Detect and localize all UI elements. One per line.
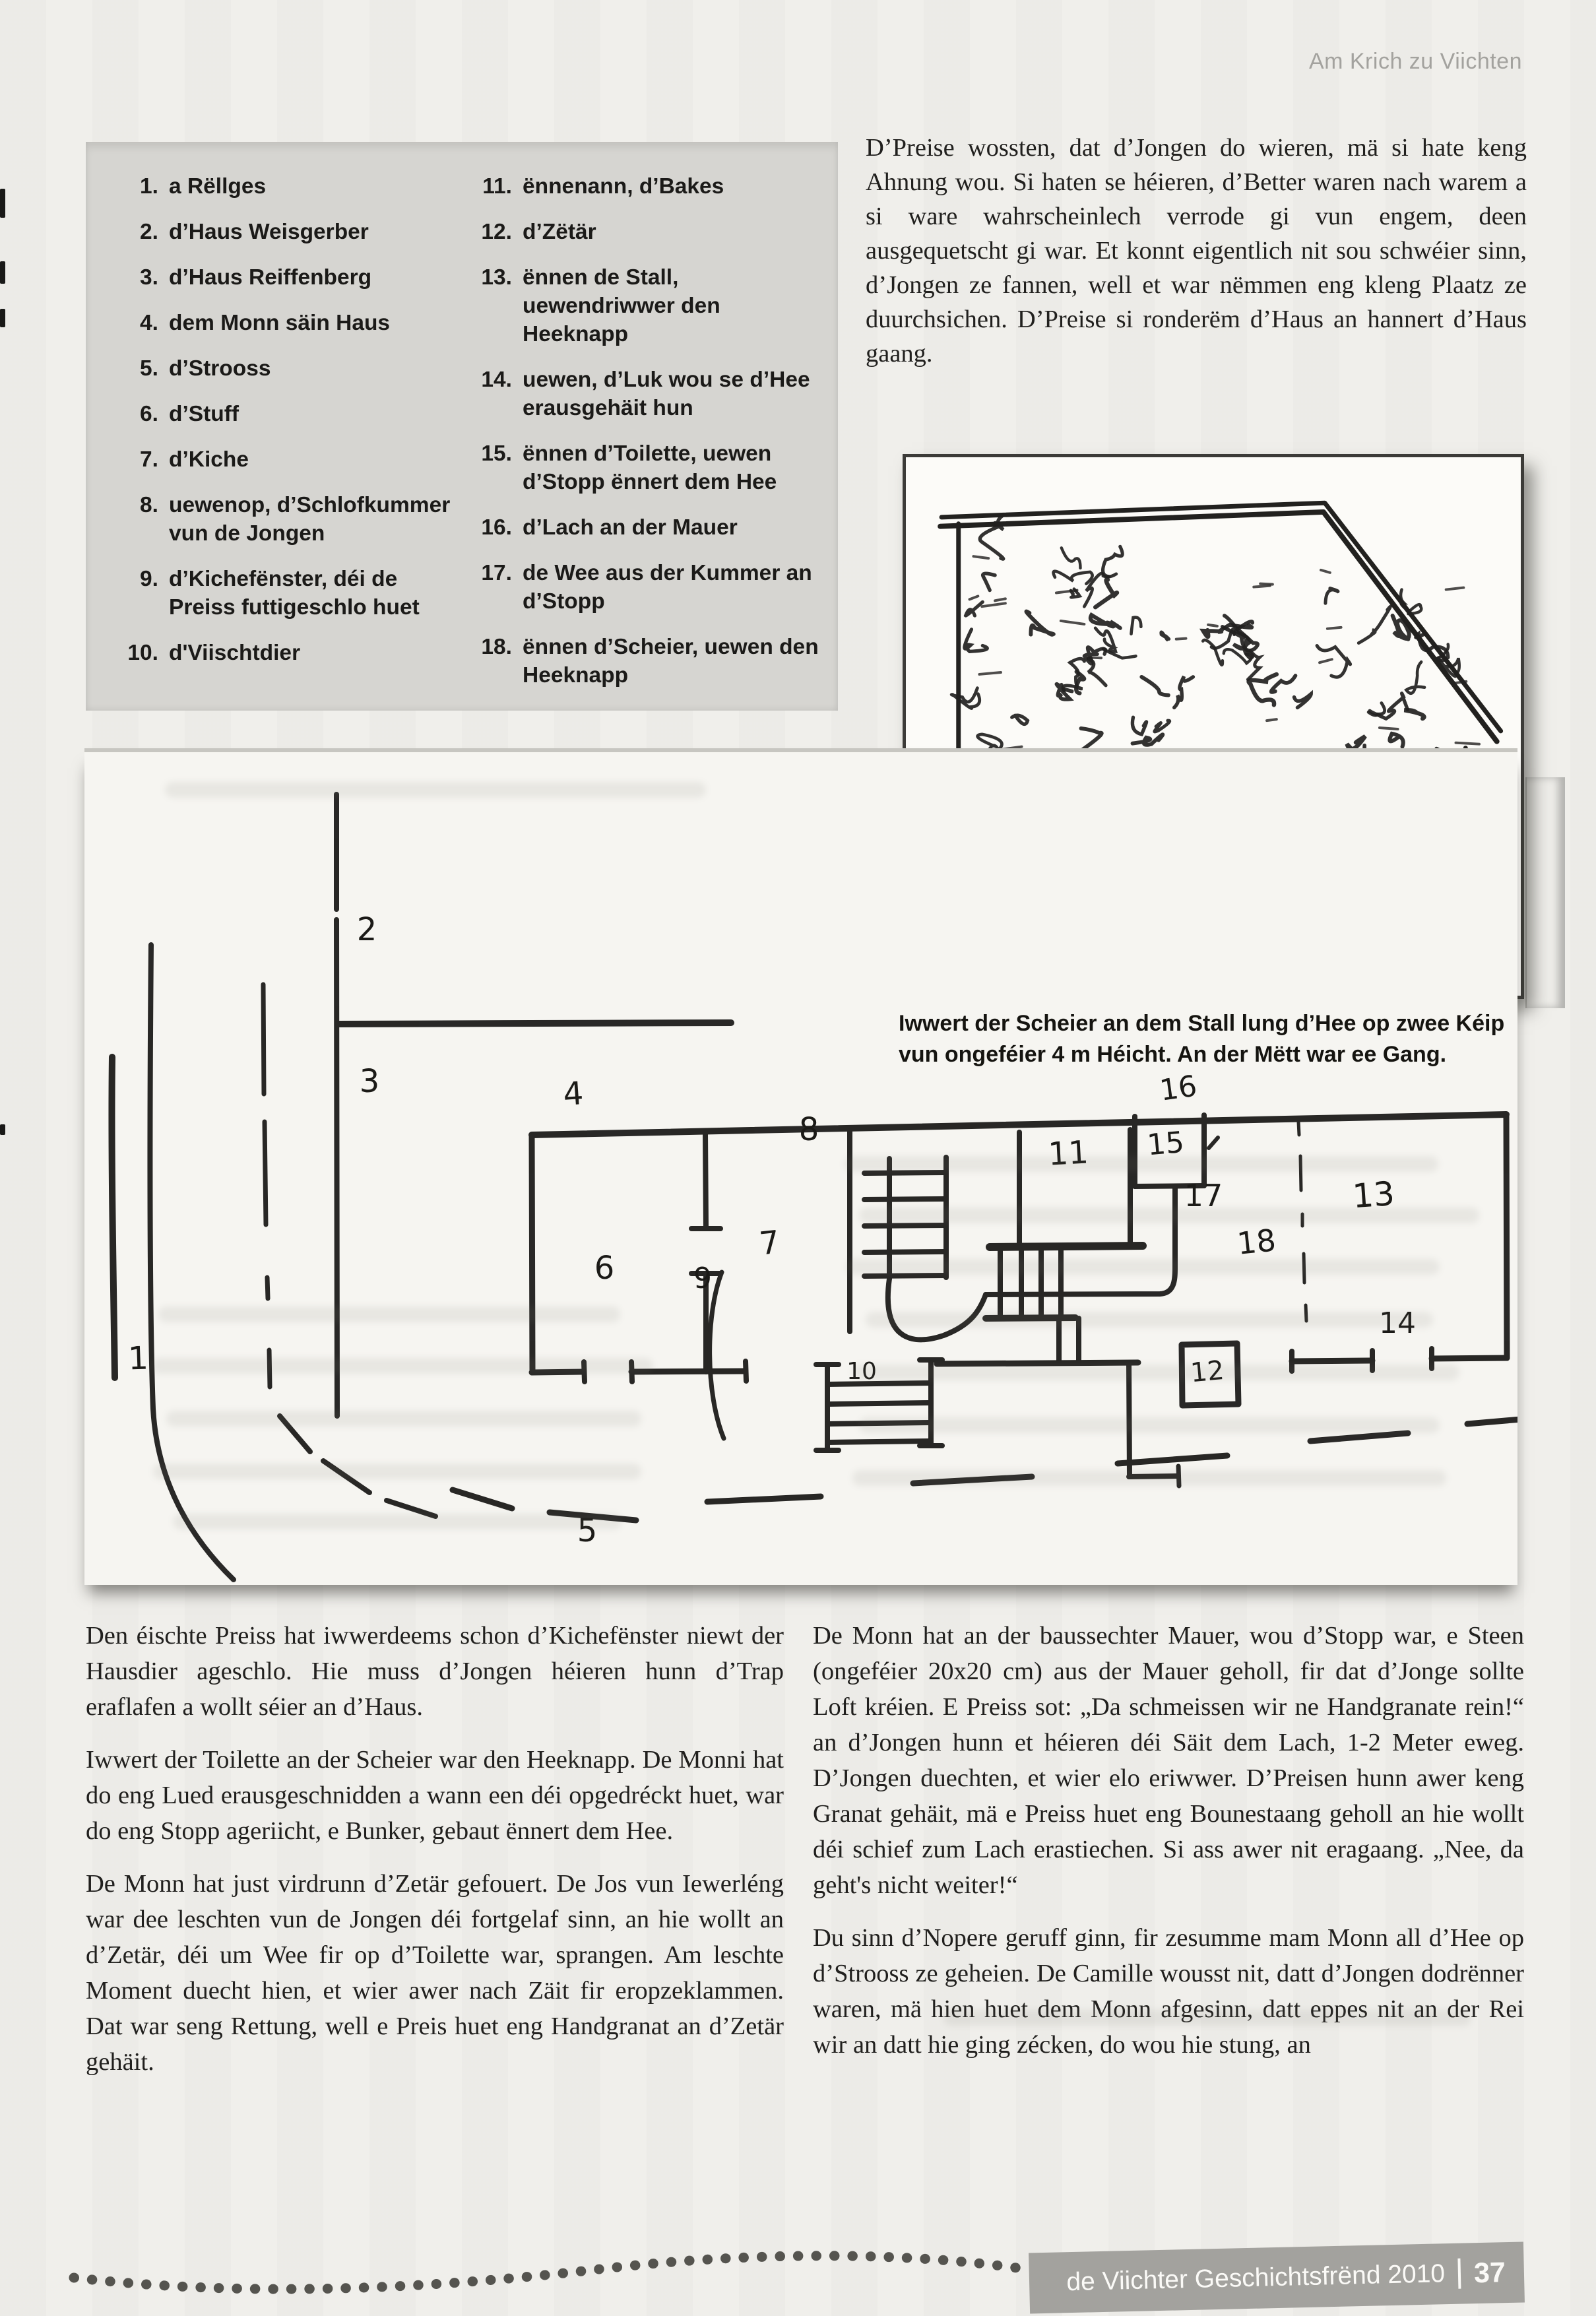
bleed-through-streak <box>173 1514 622 1529</box>
wall-segment <box>937 1363 1138 1364</box>
plan-label-15: 15 <box>1145 1125 1186 1163</box>
legend-item-number: 14. <box>481 368 512 392</box>
legend-item <box>119 639 464 667</box>
hay-stroke <box>1325 589 1338 604</box>
legend-item-number: 8. <box>140 493 158 517</box>
barn-roof-line <box>940 512 1497 742</box>
plan-label-17: 17 <box>1184 1178 1223 1213</box>
legend-item-label: ënnenann, d’Bakes <box>523 174 724 199</box>
road-dash-3 <box>265 1122 266 1225</box>
legend-item-label: d'Viischtdier <box>169 641 301 665</box>
legend-item <box>119 445 464 474</box>
hay-stroke <box>1404 710 1424 719</box>
bleed-through-streak <box>859 1207 1479 1223</box>
legend-item-label: ënnen d’Toilette, uewen d’Stopp ënnert dem Hee <box>523 441 777 494</box>
scan-artifact <box>0 189 5 218</box>
dotted-line <box>74 2256 1021 2289</box>
path-line-2 <box>339 1023 731 1024</box>
interior-wall <box>705 1132 706 1229</box>
legend-item-label: ënnen d’Scheier, uewen den Heeknapp <box>523 635 819 688</box>
legend-column-1 <box>119 172 464 684</box>
hay-stroke <box>1358 606 1390 643</box>
hay-stroke <box>951 688 980 709</box>
hay-stroke <box>1380 728 1398 729</box>
plan-label-2: 2 <box>356 911 377 948</box>
hay-stroke <box>995 598 1005 600</box>
legend-item-label: d’Zëtär <box>523 220 596 244</box>
legend-item-number: 2. <box>140 220 158 244</box>
legend-item <box>119 565 464 622</box>
footer-publication: de Viichter Geschichtsfrënd 2010 <box>1066 2259 1446 2297</box>
bleed-through-streak <box>166 1411 641 1427</box>
legend-item-number: 11. <box>482 174 512 199</box>
hay-stroke <box>1401 590 1421 614</box>
plan-label-12: 12 <box>1189 1355 1226 1389</box>
legend-item-number: 13. <box>481 265 512 290</box>
scan-artifact <box>0 309 5 327</box>
hay-stroke <box>1095 579 1117 607</box>
plan-label-14: 14 <box>1379 1306 1416 1340</box>
corridor-curve <box>888 1279 986 1339</box>
body-paragraph: De Monn hat just virdrunn d’Zetär gefouert. De Jos vun Iewerléng war dee leschten vun de Jongen déi fortgelaf sinn, an hie wollt an d’Zetär, déi um Wee fir op d’Toilette war, sprangen. Am leschte Moment duecht hien, et wier awer nach Zäit fir eropzeklammen. Dat war seng Rettung, well e Preis huet eng Handgranat an d’Zetär gehäit. <box>86 1870 784 2076</box>
loft-steps <box>1000 1247 1061 1318</box>
bleed-through-streak <box>165 782 706 798</box>
legend-item <box>472 218 829 246</box>
plan-label-18: 18 <box>1235 1222 1278 1262</box>
hay-stroke <box>1012 715 1028 724</box>
hay-stroke <box>1132 618 1141 634</box>
hay-stroke <box>1406 662 1424 693</box>
text-column-left <box>86 1618 784 2097</box>
hay-stroke <box>1088 657 1101 658</box>
bleed-through-streak <box>943 2010 1471 2026</box>
legend-item-number: 1. <box>140 174 158 199</box>
hay-stroke <box>965 629 987 652</box>
body-paragraph: Iwwert der Toilette an der Scheier war den Heeknapp. De Monni hat do eng Lued erausgeschnidden a wann een déi opgedréckt huet, war do eng Stopp ageriicht, e Bunker, gebaut ënnert dem Hee. <box>86 1746 784 1845</box>
hay-stroke <box>1132 717 1146 734</box>
legend-item-number: 5. <box>140 356 158 381</box>
footer-page-number: 37 <box>1473 2256 1506 2289</box>
legend-item <box>119 218 464 246</box>
plan-label-13: 13 <box>1351 1174 1396 1216</box>
legend-item-label: d’Kichefënster, déi de Preiss futtigeschlo huet <box>169 567 420 620</box>
barn-roof-line <box>942 503 1501 731</box>
plan-label-4: 4 <box>561 1075 585 1114</box>
hay-stroke <box>1026 612 1053 635</box>
legend-item-number: 10. <box>127 641 158 665</box>
hay-stroke <box>1254 586 1270 587</box>
legend-item-label: ënnen de Stall, uewendriwwer den Heeknapp <box>523 265 720 346</box>
legend-item-label: d’Haus Weisgerber <box>169 220 369 244</box>
plan-label-16: 16 <box>1157 1069 1199 1108</box>
hay-stroke <box>1003 747 1022 750</box>
corridor-17-path <box>986 1188 1175 1295</box>
plan-label-5: 5 <box>577 1512 598 1549</box>
hay-stroke <box>966 602 983 616</box>
hay-stroke <box>1321 570 1330 573</box>
legend-item-label: uewen, d’Luk wou se d’Hee erausgehäit hun <box>523 368 810 420</box>
hole-16-tick <box>1209 1138 1218 1148</box>
plan-legend-panel <box>86 142 838 711</box>
hay-stroke <box>979 672 1001 674</box>
legend-item-number: 3. <box>140 265 158 290</box>
legend-item <box>472 172 829 201</box>
hay-stroke <box>1294 694 1311 708</box>
intro-paragraph: D’Preise wossten, dat d’Jongen do wieren, mä si hate keng Ahnung wou. Si haten se héieren, d’Better waren nach warem a si ware wahrscheinlech verrode gi vun engem, deen ausgequetscht gi war. Et konnt eigentlich nit sou schwéier sinn, d’Jongen ze fannen, well et war nëmmen eng kleng Plaatz ze duurchsichen. D’Preise si ronderëm d’Haus an hannert d’Haus gaang. <box>866 134 1527 368</box>
hay-stroke <box>1389 734 1403 747</box>
legend-item <box>119 400 464 428</box>
wall-segment <box>1432 1358 1507 1359</box>
legend-column-2 <box>472 172 829 707</box>
plan-label-10: 10 <box>846 1358 877 1385</box>
hay-stroke <box>1271 676 1296 692</box>
legend-item-number: 6. <box>140 402 158 426</box>
page-header: Am Krich zu Viichten <box>1308 49 1522 74</box>
hay-stroke <box>1370 693 1407 719</box>
hay-stroke <box>1161 632 1169 640</box>
scan-artifact <box>0 261 5 284</box>
legend-item-number: 9. <box>140 567 158 591</box>
legend-item <box>472 366 829 422</box>
house-right-wall <box>1506 1114 1507 1358</box>
plan-label-9: 9 <box>693 1262 712 1295</box>
hay-stroke <box>1208 625 1217 626</box>
bleed-through-streak <box>852 1365 1459 1380</box>
bleed-through-streak <box>152 1358 653 1374</box>
legend-item-label: d’Stuff <box>169 402 239 426</box>
legend-item-number: 17. <box>481 561 512 585</box>
bleed-through-streak <box>845 1156 1438 1172</box>
hay-stroke <box>973 556 988 558</box>
hay-stroke <box>1061 621 1085 624</box>
legend-item-label: d’Strooss <box>169 356 271 381</box>
door-swing-arc <box>710 1272 724 1438</box>
underlying-sheet-edge <box>1525 777 1565 1008</box>
body-paragraph: Du sinn d’Nopere geruff ginn, fir zesumme mam Monn all d’Hee op d’Strooss ze geheien. De Camille wousst nit, datt d’Jongen dodrënner waren, mä hien huet dem Monn afgesinn, datt eppes nit an der Rei wir an datt hie ging zécken, do wou hie stung, an <box>813 1924 1524 2059</box>
hay-stroke <box>1155 721 1170 732</box>
legend-item <box>472 263 829 348</box>
legend-item <box>119 491 464 548</box>
footer-separator <box>1458 2259 1461 2289</box>
hay-stroke <box>1327 627 1341 629</box>
road-dash-3 <box>267 1277 268 1299</box>
legend-item <box>472 559 829 616</box>
body-paragraph: Den éischte Preiss hat iwwerdeems schon d’Kichefënster niewt der Hausdier ageschlo. Hie muss d’Jongen héieren hunn d’Trap eraflafen a wollt séier an d’Haus. <box>86 1622 784 1721</box>
hay-stroke <box>1320 659 1332 662</box>
figure-caption: Iwwert der Scheier an dem Stall lung d’Hee op zwee Kéip vun ongeféier 4 m Héicht. An der Mëtt war ee Gang. <box>899 1011 1505 1067</box>
room-11-platform <box>990 1246 1143 1247</box>
legend-item <box>472 439 829 496</box>
bleed-through-streak <box>153 1464 641 1479</box>
hay-stroke <box>983 573 995 590</box>
legend-item-number: 12. <box>481 220 512 244</box>
legend-item <box>119 172 464 201</box>
legend-item-number: 18. <box>481 635 512 659</box>
plan-label-11: 11 <box>1047 1134 1090 1173</box>
legend-item-label: de Wee aus der Kummer an d’Stopp <box>523 561 812 614</box>
hay-stroke <box>1062 548 1081 568</box>
body-paragraph: De Monn hat an der baussechter Mauer, wou d’Stopp war, e Steen (ongeféier 20x20 cm) aus der Mauer geholl, fir dat d’Jonge sollte Loft kréien. E Preiss sot: „Da schmeissen wir ne Handgranate rein!“ an d’Jongen hunn et héieren déi Säit dem Lach, 1-2 Meter eweg. D’Jongen duechten, et wier elo eriwwer. D’Preisen hunn awer keng Granat gehäit, mä e Preiss huet eng Bounestaang geholl an hie wollt déi schief zum Lach erastiechen. Si ass awer nit eragaang. „Nee, da geht's nicht weiter!“ <box>813 1622 1524 1899</box>
hay-stroke <box>1203 640 1223 665</box>
hay-stroke <box>1054 571 1093 584</box>
bleed-through-streak <box>852 1470 1446 1486</box>
road-dash-3 <box>263 984 264 1094</box>
plan-label-1: 1 <box>127 1339 149 1378</box>
hay-stroke <box>1455 743 1479 744</box>
bleed-through-streak <box>846 1259 1440 1275</box>
legend-item-number: 7. <box>140 447 158 472</box>
hay-stroke <box>1446 588 1464 590</box>
hay-stroke <box>970 596 978 599</box>
hay-stroke <box>1103 649 1135 658</box>
bleed-through-streak <box>859 1417 1440 1433</box>
legend-item <box>119 309 464 337</box>
legend-item-label: d’Haus Reiffenberg <box>169 265 372 290</box>
legend-item <box>119 354 464 383</box>
plan-label-7: 7 <box>757 1223 782 1263</box>
legend-item <box>472 513 829 542</box>
hay-stroke <box>1260 584 1273 585</box>
hay-stroke <box>1141 677 1168 695</box>
hay-stroke <box>1133 734 1163 745</box>
plan-label-6: 6 <box>594 1250 615 1287</box>
legend-item-label: a Rëllges <box>169 174 267 199</box>
legend-item-number: 15. <box>481 441 512 466</box>
legend-item-number: 4. <box>140 311 158 335</box>
legend-item-label: uewenop, d’Schlofkummer vun de Jongen <box>169 493 451 546</box>
road-line-1 <box>112 1057 115 1378</box>
hay-stroke <box>982 603 1005 606</box>
road-line-2 <box>336 920 337 1416</box>
legend-item-label: d’Lach an der Mauer <box>523 515 738 540</box>
footer-banner <box>1029 2242 1525 2314</box>
scan-artifact <box>0 1124 5 1135</box>
legend-item-number: 16. <box>481 515 512 540</box>
plan-label-8: 8 <box>798 1111 819 1148</box>
road-line-1 <box>150 945 234 1580</box>
hay-stroke <box>1267 719 1277 721</box>
legend-item-label: d’Kiche <box>169 447 249 472</box>
bleed-through-streak <box>866 1312 1433 1328</box>
bleed-through-streak <box>158 1306 620 1322</box>
legend-item <box>472 633 829 690</box>
plan-label-3: 3 <box>359 1063 380 1100</box>
hay-stroke <box>1103 546 1123 576</box>
legend-item <box>119 263 464 292</box>
hay-stroke <box>1174 676 1194 707</box>
hay-stroke <box>1091 615 1120 628</box>
legend-item-label: dem Monn säin Haus <box>169 311 391 335</box>
